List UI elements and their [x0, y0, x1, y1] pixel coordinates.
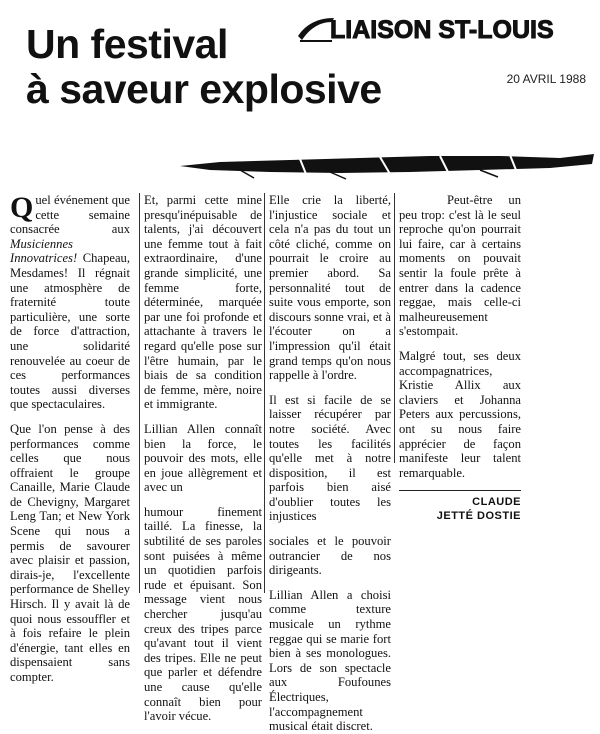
article-column-4	[394, 193, 521, 523]
brush-stroke-divider	[180, 150, 595, 180]
paragraph: Lillian Allen connaît bien la force, le pouvoir des mots, elle en joue allègrement et avec un	[144, 421, 262, 495]
paragraph: Lillian Allen a choisi comme texture musicale un rythme reggae qui se marie fort bien à ses monologues. Lors de son spectacle aux Foufounes Électriques, l'accompagnement musical était discret.	[269, 587, 391, 734]
article-column-1	[10, 193, 130, 695]
paragraph: Et, parmi cette mine presqu'inépuisable de talents, j'ai découvert une femme tout à fait extraordinaire, d'une grande simplicité, une femme forte, déterminée, marquée par une foi profonde et attachante à travers le regard qu'elle pose sur l'être humain, par le biais de sa condition de femme, mère, noire et immigrante.	[144, 193, 262, 412]
article-column-2	[139, 193, 262, 724]
paragraph-text: Chapeau, Mesdames! Il régnait une atmosphère de fraternité toute particulière, une sorte de force d'attraction, une solidarité renouvelée au coeur de ces performances toutes aussi diverses que spectaculaires.	[10, 251, 130, 412]
article-column-3	[264, 193, 391, 734]
publication-date: 20 AVRIL 1988	[506, 72, 586, 86]
masthead-title: LIAISON ST-LOUIS	[330, 16, 554, 44]
author-first-name: CLAUDE	[472, 496, 521, 509]
paragraph-text: uel événement que cette semaine consacrée aux	[10, 193, 130, 237]
headline-line-1: Un festival	[26, 21, 228, 67]
paragraph	[10, 193, 130, 412]
drop-cap: Q	[10, 191, 34, 224]
author-signature	[399, 495, 521, 523]
paragraph: humour finement taillé. La finesse, la subtilité de ses paroles sont puisées à même un quotidien parfois rude et épuisant. Son message vient nous chercher jusqu'au creux des tripes parce qu'avant tout il vient des tripes. Elle ne peut que parler et défendre une cause qu'elle connaît bien pour l'avoir vécue.	[144, 504, 262, 724]
headline-line-2: à saveur explosive	[26, 66, 382, 112]
author-last-name: JETTÉ DOSTIE	[436, 510, 521, 523]
paragraph: sociales et le pouvoir outrancier de nos dirigeants.	[269, 534, 391, 578]
festival-name: Musiciennes Innovatrices!	[10, 236, 78, 266]
paragraph: Il est si facile de se laisser récupérer par notre société. Avec toutes les facilités qu'elle met à notre disposition, il est parfois bien aisé d'oublier toutes les injustices	[269, 392, 391, 524]
paragraph: Malgré tout, ses deux accompagnatrices, Kristie Allix aux claviers et Johanna Peters aux percussions, ont su nous faire apprécier de façon manifeste leur talent remarquable.	[399, 348, 521, 480]
paragraph: Elle crie la liberté, l'injustice sociale et cela n'a pas du tout un côté cliché, comme on pourrait le croire au premier abord. Sa personnalité tout de suite vous emporte, son discours sonne vrai, et à l'écouter on a l'impression qu'il était grand temps qu'on nous rappelle à l'ordre.	[269, 193, 391, 383]
paragraph: Peut-être un peu trop: c'est là le seul reproche qu'on pourrait lui faire, car à certains moments on pouvait sentir la foule prête à entrer dans la cadence reggae, mais celle-ci malheureusement s'estompait.	[399, 193, 521, 339]
signature-rule	[399, 490, 521, 491]
headline	[26, 22, 382, 112]
paragraph: Que l'on pense à des performances comme celles que nous offraient le groupe Canaille, Marie Claude de Chevigny, Margaret Leng Tan; et New York Scene qui nous a permis de savourer avec plaisir et passion, dirais-je, l'excellente performance de Shelley Hirsch. Il y avait là de quoi nous essouffler et à fois refaire le plein d'énergie, tant elles en dispensaient sans compter.	[10, 421, 130, 684]
